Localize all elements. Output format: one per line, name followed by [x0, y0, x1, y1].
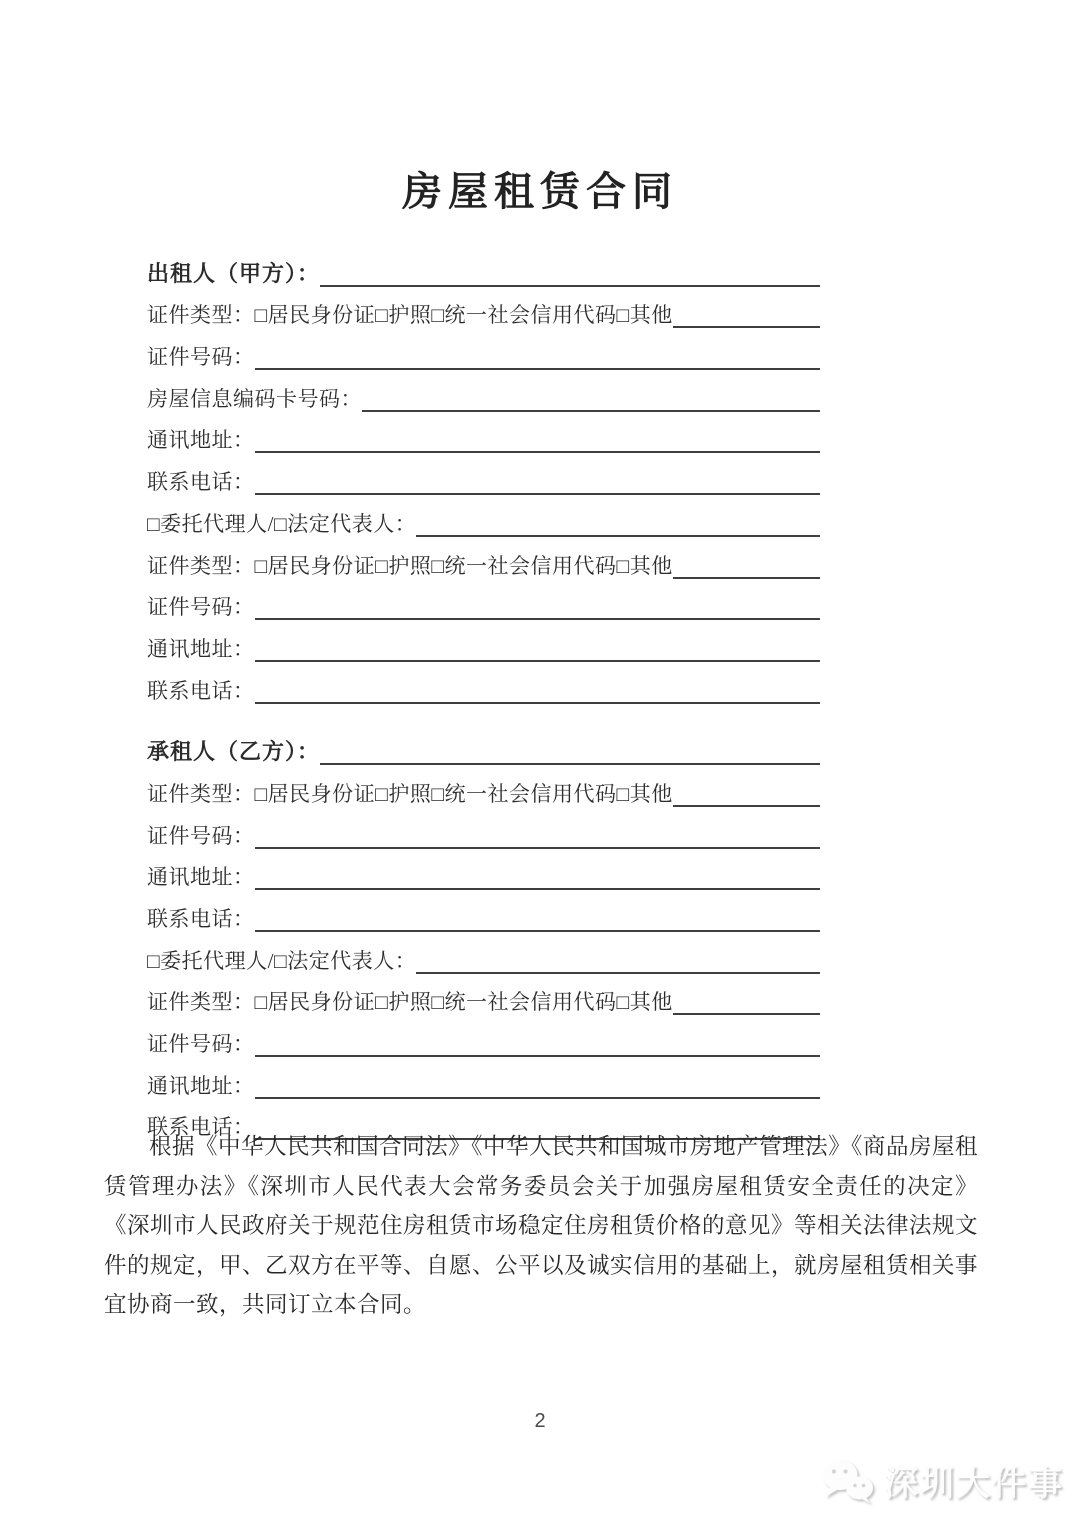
field-label: 证件类型：□居民身份证□护照□统一社会信用代码□其他 — [147, 990, 673, 1015]
form-field-row — [147, 809, 820, 851]
lessor-section — [147, 247, 820, 706]
field-label: □委托代理人/□法定代表人： — [147, 948, 417, 973]
blank-underline — [416, 535, 820, 537]
form-field-row — [147, 1017, 820, 1059]
field-label: 证件号码： — [147, 1032, 255, 1057]
blank-underline — [416, 972, 820, 974]
field-label: 证件号码： — [147, 345, 255, 370]
field-label: □委托代理人/□法定代表人： — [147, 511, 417, 536]
field-label: 房屋信息编码卡号码： — [147, 386, 362, 411]
blank-underline — [255, 451, 821, 453]
field-label: 通讯地址： — [147, 1073, 255, 1098]
form-field-row — [147, 664, 820, 706]
field-label: 联系电话： — [147, 470, 255, 495]
blank-underline — [673, 1013, 820, 1015]
blank-underline — [255, 368, 821, 370]
blank-underline — [255, 702, 821, 704]
field-label: 证件类型：□居民身份证□护照□统一社会信用代码□其他 — [147, 303, 673, 328]
form-field-row — [147, 372, 820, 414]
form-field-row — [147, 497, 820, 539]
field-label: 证件号码： — [147, 595, 255, 620]
form-field-row — [147, 455, 820, 497]
blank-underline — [255, 493, 821, 495]
blank-underline — [255, 888, 821, 890]
form-field-row — [147, 581, 820, 623]
watermark-text: 深圳大件事 — [884, 1465, 1064, 1503]
blank-underline — [320, 763, 820, 765]
field-label: 联系电话： — [147, 907, 255, 931]
form-field-row — [147, 622, 820, 664]
section-heading-row — [147, 247, 820, 289]
form-field-row — [147, 976, 820, 1018]
form-field-row — [147, 414, 820, 456]
party-info-form — [147, 247, 820, 1142]
legal-basis-paragraph: 根据《中华人民共和国合同法》《中华人民共和国城市房地产管理法》《商品房屋租赁管理办法》《深圳市人民代表大会常务委员会关于加强房屋租赁安全责任的决定》《深圳市人民政府关于规范住房租赁市场稳定住房租赁价格的意见》等相关法律法规文件的规定，甲、乙双方在平等、自愿、公平以及诚实信用的基础上，就房屋租赁相关事宜协商一致，共同订立本合同。 — [104, 1134, 979, 1317]
field-label: 证件类型：□居民身份证□护照□统一社会信用代码□其他 — [147, 553, 673, 578]
blank-underline — [255, 660, 821, 662]
blank-underline — [320, 285, 820, 287]
field-label: 通讯地址： — [147, 865, 255, 890]
watermark — [819, 1456, 1064, 1505]
blank-underline — [673, 326, 820, 328]
section-heading-label: 出租人（甲方）： — [147, 260, 321, 286]
blank-underline — [673, 805, 820, 807]
section-heading-label: 承租人（乙方）： — [147, 739, 321, 765]
blank-underline — [255, 1097, 821, 1099]
form-field-row — [147, 330, 820, 372]
form-field-row — [147, 892, 820, 934]
field-label: 证件类型：□居民身份证□护照□统一社会信用代码□其他 — [147, 781, 673, 806]
blank-underline — [362, 410, 820, 412]
lessee-section — [147, 726, 820, 1143]
blank-underline — [673, 577, 820, 579]
field-label: 联系电话： — [147, 1115, 255, 1140]
form-field-row — [147, 851, 820, 893]
field-label: 通讯地址： — [147, 636, 255, 661]
field-label: 证件号码： — [147, 823, 255, 848]
blank-underline — [255, 930, 821, 932]
section-heading-row — [147, 726, 820, 768]
form-field-row — [147, 289, 820, 331]
blank-underline — [255, 847, 821, 849]
blank-underline — [255, 1055, 821, 1057]
field-label: 通讯地址： — [147, 428, 255, 453]
wechat-logo-icon — [819, 1458, 877, 1504]
field-label: 联系电话： — [147, 678, 255, 703]
form-field-row — [147, 767, 820, 809]
document-title: 房屋租赁合同 — [402, 169, 678, 214]
form-field-row — [147, 934, 820, 976]
form-field-row — [147, 1059, 820, 1101]
page-number: 2 — [534, 1410, 546, 1432]
form-field-row — [147, 539, 820, 581]
blank-underline — [255, 618, 821, 620]
